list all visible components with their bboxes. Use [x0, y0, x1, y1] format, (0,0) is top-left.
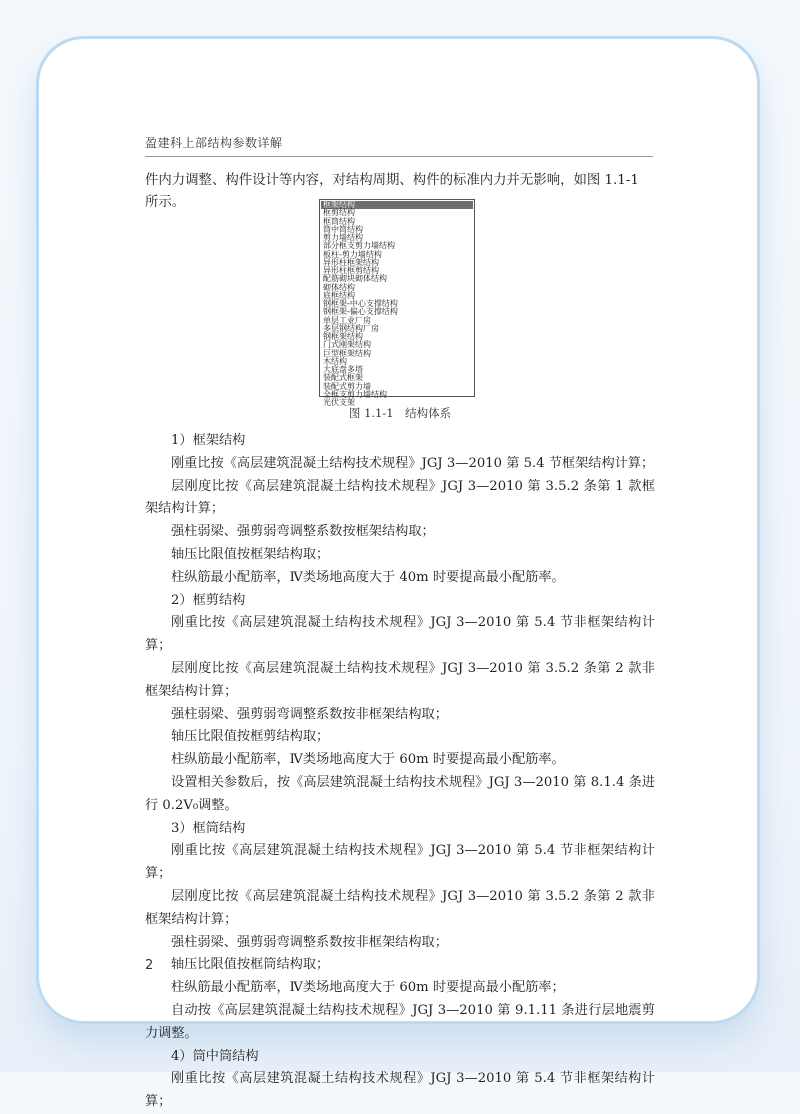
paragraph: 柱纵筋最小配筋率，Ⅳ类场地高度大于 60m 时要提高最小配筋率。 — [171, 752, 565, 768]
list-item[interactable]: 巨型框架结构 — [323, 348, 371, 358]
list-item[interactable]: 异形柱框架结构 — [323, 257, 379, 267]
list-item[interactable]: 装配式剪力墙 — [323, 381, 371, 391]
figure-caption: 图 1.1-1 结构体系 — [348, 406, 452, 420]
paragraph: 刚重比按《高层建筑混凝土结构技术规程》JGJ 3—2010 第 5.4 节非框架结构计算； — [145, 615, 655, 654]
list-item[interactable]: 大底盘多塔 — [323, 365, 363, 374]
list-item[interactable]: 木结构 — [323, 356, 347, 366]
list-item[interactable]: 装配式框架 — [323, 373, 363, 383]
list-item[interactable]: 配筋砌块砌体结构 — [323, 274, 387, 284]
section-heading: 1）框架结构 — [171, 433, 246, 448]
paragraph: 层刚度比按《高层建筑混凝土结构技术规程》JGJ 3—2010 第 3.5.2 条第 2 款非框架结构计算； — [145, 888, 655, 927]
paragraph: 强柱弱梁、强剪弱弯调整系数按框架结构取； — [171, 524, 435, 540]
structure-system-list[interactable] — [319, 199, 475, 407]
paragraph: 刚重比按《高层建筑混凝土结构技术规程》JGJ 3—2010 第 5.4 节框架结构计算； — [171, 455, 655, 471]
paragraph: 强柱弱梁、强剪弱弯调整系数按非框架结构取； — [171, 934, 448, 950]
paragraph: 柱纵筋最小配筋率，Ⅳ类场地高度大于 40m 时要提高最小配筋率。 — [171, 569, 565, 585]
paragraph: 轴压比限值按框剪结构取； — [171, 729, 330, 745]
list-item[interactable]: 剪力墙结构 — [323, 233, 363, 242]
list-item[interactable]: 部分框支剪力墙结构 — [323, 241, 395, 251]
intro-paragraph: 件内力调整、构件设计等内容，对结构周期、构件的标准内力并无影响，如图 1.1-1 所示。 — [145, 173, 639, 210]
body-text — [145, 430, 655, 1114]
paragraph: 层刚度比按《高层建筑混凝土结构技术规程》JGJ 3—2010 第 3.5.2 条第 1 款框架结构计算； — [145, 478, 655, 517]
paragraph: 刚重比按《高层建筑混凝土结构技术规程》JGJ 3—2010 第 5.4 节非框架结构计算； — [145, 1071, 655, 1110]
paragraph: 设置相关参数后，按《高层建筑混凝土结构技术规程》JGJ 3—2010 第 8.1.4 条进行 0.2V₀调整。 — [145, 774, 655, 813]
list-item[interactable]: 门式刚架结构 — [323, 340, 371, 350]
list-item[interactable]: 框架结构 — [321, 201, 473, 209]
list-item[interactable]: 光伏支架 — [323, 398, 355, 407]
list-item[interactable]: 单层工业厂房 — [323, 315, 371, 325]
running-header: 盈建科上部结构参数详解 — [145, 134, 653, 157]
list-item[interactable]: 底框结构 — [323, 290, 355, 300]
paragraph: 自动按《高层建筑混凝土结构技术规程》JGJ 3—2010 第 9.1.11 条进行层地震剪力调整。 — [145, 1002, 655, 1041]
list-item[interactable]: 板柱-剪力墙结构 — [323, 249, 382, 259]
paragraph: 柱纵筋最小配筋率，Ⅳ类场地高度大于 60m 时要提高最小配筋率； — [171, 980, 565, 996]
list-item[interactable]: 砌体结构 — [323, 282, 355, 292]
paragraph: 轴压比限值按框架结构取； — [171, 546, 330, 562]
page-number: 2 — [145, 958, 154, 973]
list-item[interactable]: 钢框架-中心支撑结构 — [323, 299, 398, 308]
section-heading: 4）筒中筒结构 — [171, 1048, 259, 1064]
section-heading: 3）框筒结构 — [171, 820, 246, 836]
list-item[interactable]: 全框支剪力墙结构 — [323, 389, 387, 399]
list-item[interactable]: 钢框架-偏心支撑结构 — [323, 307, 398, 317]
list-item[interactable]: 钢框架结构 — [323, 332, 363, 341]
list-item[interactable]: 框筒结构 — [323, 216, 355, 226]
paragraph: 强柱弱梁、强剪弱弯调整系数按非框架结构取； — [171, 706, 448, 722]
paragraph: 轴压比限值按框筒结构取； — [171, 957, 330, 973]
paragraph: 刚重比按《高层建筑混凝土结构技术规程》JGJ 3—2010 第 5.4 节非框架结构计算； — [145, 843, 655, 882]
list-item[interactable]: 筒中筒结构 — [323, 224, 363, 234]
section-heading: 2）框剪结构 — [171, 592, 246, 608]
list-item[interactable]: 多层钢结构厂房 — [323, 323, 379, 333]
list-item[interactable]: 异形柱框剪结构 — [323, 266, 379, 275]
paragraph: 层刚度比按《高层建筑混凝土结构技术规程》JGJ 3—2010 第 3.5.2 条第 2 款非框架结构计算； — [145, 660, 655, 699]
list-item[interactable]: 框剪结构 — [323, 208, 355, 218]
